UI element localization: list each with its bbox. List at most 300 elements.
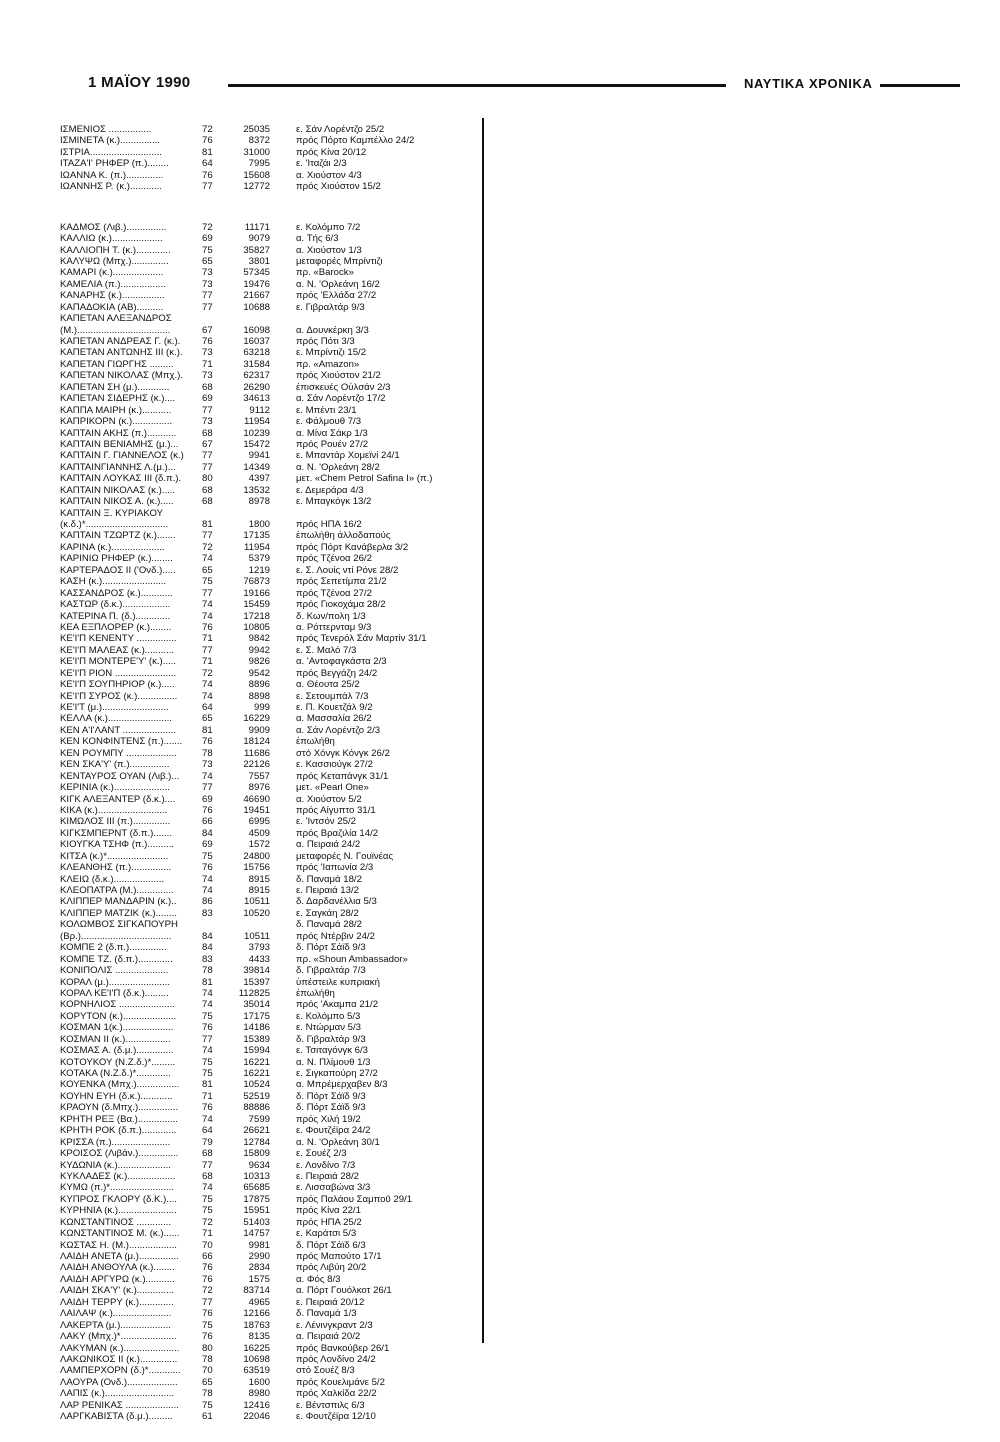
ship-status: πρός ΗΠΑ 25/2 [296, 1216, 362, 1228]
tonnage: 9079 [248, 233, 270, 245]
ship-row [60, 1343, 480, 1354]
ship-status: ε. Μπρίντιζι 15/2 [296, 347, 367, 359]
ship-name: ΚΑΡΤΕΡΑΔΟΣ ΙΙ ('Ονδ.)..... [60, 564, 176, 576]
build-year: 65 [202, 255, 213, 267]
build-year: 69 [202, 233, 213, 245]
tonnage: 4397 [248, 473, 270, 485]
ship-status: α. Θέουτα 25/2 [296, 679, 360, 691]
build-year: 81 [202, 976, 213, 988]
tonnage: 17135 [243, 530, 270, 542]
build-year: 72 [202, 541, 213, 553]
ship-row [60, 124, 480, 135]
ship-name: ΛΑΙΛΑΨ (κ.)...................... [60, 1308, 172, 1320]
build-year: 79 [202, 1136, 213, 1148]
ship-status: δ. Δαρδανέλλια 5/3 [296, 896, 377, 908]
tonnage: 4509 [248, 827, 270, 839]
ship-row [60, 245, 480, 256]
build-year: 71 [202, 1090, 213, 1102]
tonnage: 4433 [248, 953, 270, 965]
tonnage: 9634 [248, 1159, 270, 1171]
tonnage: 4965 [248, 1296, 270, 1308]
build-year: 74 [202, 679, 213, 691]
build-year: 77 [202, 290, 213, 302]
ship-row [60, 256, 480, 267]
ship-row [60, 874, 480, 885]
ship-row [60, 1160, 480, 1171]
ship-status: ε. Κολόμπο 5/3 [296, 1010, 361, 1022]
ship-name: ΚΛΙΠΠΕΡ ΜΑΝΔΑΡΙΝ (κ.).. [60, 896, 177, 908]
tonnage: 14757 [243, 1228, 270, 1240]
ship-name: (κ.δ.)*............................... [60, 519, 169, 530]
ship-row [60, 462, 480, 473]
ship-status: μεταφορές Μπρίντιζι [296, 255, 383, 267]
tonnage: 16229 [243, 713, 270, 725]
ship-row [60, 325, 480, 336]
ship-status: πρός Πότι 3/3 [296, 336, 355, 347]
ship-status: ε. Φουτζέϊρα 24/2 [296, 1125, 371, 1137]
ship-status: πρός Παλάου Σαμποῦ 29/1 [296, 1193, 413, 1205]
ship-name: ΚΙΤΣΑ (κ.)*....................... [60, 850, 169, 862]
ship-row [60, 942, 480, 953]
build-year: 80 [202, 473, 213, 485]
ship-status: ε. Ντώρμαν 5/3 [296, 1022, 362, 1034]
ship-status: ε. Σ. Μαλό 7/3 [296, 644, 357, 656]
tonnage: 11171 [244, 221, 270, 233]
ship-row [60, 931, 480, 942]
ship-row [60, 805, 480, 816]
build-year: 83 [202, 953, 213, 965]
ship-status: ε. Λένινγκραντ 2/3 [296, 1319, 373, 1331]
tonnage: 1600 [248, 1376, 270, 1388]
ship-row [60, 485, 480, 496]
ship-row [60, 473, 480, 484]
ship-row [60, 816, 480, 827]
tonnage: 9941 [248, 450, 270, 462]
ship-status: πρός Βεγγάζη 24/2 [296, 667, 378, 679]
build-year: 64 [202, 158, 213, 170]
tonnage: 18124 [243, 736, 270, 748]
ship-name: ΚΕ'Ι'Π ΡΙΟΝ ....................... [60, 667, 177, 679]
build-year: 81 [202, 146, 213, 158]
tonnage: 5379 [248, 553, 270, 565]
ship-status: δ. Πόρτ Σάϊδ 9/3 [296, 1090, 366, 1102]
ship-row [60, 1068, 480, 1079]
ship-name: ΚΡΑΟΥΝ (δ.Μπχ.)............... [60, 1102, 179, 1114]
ship-row [60, 622, 480, 633]
build-year: 73 [202, 759, 213, 771]
build-year: 68 [202, 1170, 213, 1182]
build-year: 76 [202, 1102, 213, 1114]
ship-name: ΙΣΜΙΝΕΤΑ (κ.)............... [60, 135, 161, 147]
ship-row [60, 896, 480, 907]
tonnage: 35827 [243, 244, 270, 256]
ship-name: ΚΑΠΤΑΙΝ Ξ. ΚΥΡΙΑΚΟΥ [60, 507, 164, 519]
ship-row [60, 519, 480, 530]
build-year: 67 [202, 324, 213, 336]
tonnage: 57345 [243, 267, 270, 279]
ship-status: ε. Δεμεράρα 4/3 [296, 484, 364, 496]
ship-row [60, 302, 480, 313]
ship-status: α. Πειραιά 24/2 [296, 839, 361, 851]
tonnage: 15459 [243, 599, 270, 611]
build-year: 81 [202, 1079, 213, 1091]
tonnage: 10313 [243, 1170, 270, 1182]
ship-status: πρός Πόρτ Κανάβερλα 3/2 [296, 541, 409, 553]
ship-row [60, 645, 480, 656]
ship-status: πρός Κίνα 22/1 [296, 1205, 361, 1217]
ship-row [60, 1114, 480, 1125]
ship-name: ΙΩΑΝΝΗΣ Ρ. (κ.)............ [60, 181, 162, 193]
build-year: 76 [202, 736, 213, 748]
build-year: 81 [202, 519, 213, 530]
ship-name: ΚΡΗΤΗ ΡΕΞ (Βα.)............... [60, 1113, 178, 1125]
ship-row [60, 1228, 480, 1239]
build-year: 68 [202, 484, 213, 496]
ship-row [60, 611, 480, 622]
ship-status: ε. Πειραιά 20/12 [296, 1296, 365, 1308]
ship-row [60, 954, 480, 965]
ship-row [60, 553, 480, 564]
ship-row [60, 576, 480, 587]
ship-name: ΚΩΣΤΑΣ Η. (Μ.).................. [60, 1239, 177, 1251]
ship-row [60, 336, 480, 347]
ship-status: πρός Χιούστον 15/2 [296, 181, 381, 193]
ship-status: α. Μίνα Σάκρ 1/3 [296, 427, 368, 439]
ship-row [60, 1377, 480, 1388]
build-year: 74 [202, 599, 213, 611]
ship-status: πρός Γιοκοχάμα 28/2 [296, 599, 386, 611]
ship-status: α. Ν. 'Ορλεάνη 16/2 [296, 278, 380, 290]
build-year: 65 [202, 564, 213, 576]
build-year: 64 [202, 1125, 213, 1137]
ship-name: ΛΑΚΩΝΙΚΟΣ ΙΙ (κ.).............. [60, 1353, 178, 1365]
ship-status: πρός Σεπετίμπα 21/2 [296, 576, 387, 588]
ship-row [60, 347, 480, 358]
ship-status: πρ. «Shoun Ambassador» [296, 953, 408, 965]
ship-name: ΚΙΜΩΛΟΣ ΙΙΙ (π.).............. [60, 816, 171, 828]
ship-status: πρός Χαλκίδα 22/2 [296, 1388, 377, 1400]
ship-status: δ. Γιβραλτάρ 9/3 [296, 1033, 366, 1045]
tonnage: 1219 [248, 564, 270, 576]
ship-row [60, 782, 480, 793]
ship-name: ΚΛΕΑΝΘΗΣ (π.)............... [60, 862, 172, 874]
ship-status: δ. Πόρτ Σάϊδ 6/3 [296, 1239, 366, 1251]
tonnage: 83714 [243, 1285, 270, 1297]
ship-name: ΚΟΡΑΛ ΚΕ'Ι'Π (δ.κ.)......... [60, 987, 169, 999]
tonnage: 10805 [243, 621, 270, 633]
ship-name: ΚΑΠΕΤΑΝ ΓΙΩΡΓΗΣ ......... [60, 358, 174, 370]
tonnage: 9112 [249, 404, 270, 416]
build-year: 69 [202, 393, 213, 405]
ship-status: δ. Πόρτ Σάϊδ 9/3 [296, 942, 366, 954]
build-year: 81 [202, 724, 213, 736]
ship-status: α. Μασσαλία 26/2 [296, 713, 372, 725]
ship-name: ΚΟΥΕΝΚΑ (Μπχ.)................ [60, 1079, 180, 1091]
tonnage: 2990 [248, 1251, 270, 1262]
ship-name: ΚΑΠΕΤΑΝ ΑΝΔΡΕΑΣ Γ. (κ.). [60, 336, 181, 347]
tonnage: 12416 [243, 1399, 270, 1411]
ship-name: ΚΑΠΤΑΙΝ ΤΖΩΡΤΖ (κ.)....... [60, 530, 176, 542]
ship-name: ΚΑΠΤΑΙΝ ΝΙΚΟΣ Α. (κ.)..... [60, 496, 174, 508]
tonnage: 39814 [243, 965, 270, 977]
ship-status: πρός Τζένοα 26/2 [296, 553, 372, 565]
build-year: 77 [202, 461, 213, 473]
tonnage: 15608 [243, 169, 270, 181]
tonnage: 8976 [248, 782, 270, 794]
ship-name: ΚΕ'Ι'Τ (μ.)......................... [60, 702, 169, 713]
tonnage: 17175 [243, 1010, 270, 1022]
ship-name: ΚΑΣΣΑΝΔΡΟΣ (κ.)............ [60, 587, 173, 599]
ship-row [60, 170, 480, 181]
ship-name: ΚΙΓΚΣΜΠΕΡΝΤ (δ.π.)....... [60, 827, 173, 839]
build-year: 76 [202, 336, 213, 347]
build-year: 68 [202, 381, 213, 393]
build-year: 71 [202, 1228, 213, 1240]
build-year: 65 [202, 713, 213, 725]
ship-status: ἐπωλήθη [296, 736, 335, 748]
build-year: 84 [202, 827, 213, 839]
tonnage: 9842 [248, 633, 270, 645]
tonnage: 15994 [243, 1045, 270, 1057]
build-year: 72 [202, 221, 213, 233]
build-year: 69 [202, 839, 213, 851]
tonnage: 15389 [243, 1033, 270, 1045]
ship-status: πρός Ρουέν 27/2 [296, 438, 369, 450]
ship-status: πρός Βραζιλία 14/2 [296, 827, 379, 839]
ship-name: ΚΛΕΟΠΑΤΡΑ (Μ.).............. [60, 885, 174, 896]
ship-status: ε. Πειραιά 28/2 [296, 1170, 359, 1182]
build-year: 66 [202, 1251, 213, 1262]
ship-name: ΚΕΛΛΑ (κ.)........................ [60, 713, 172, 725]
ship-row [60, 1331, 480, 1342]
build-year: 78 [202, 965, 213, 977]
ship-name: ΚΑΛΥΨΩ (Μπχ.).............. [60, 255, 169, 267]
ship-status: πρός Λονδίνο 24/2 [296, 1353, 376, 1365]
ship-row [60, 1262, 480, 1273]
ship-status: πρός Τενερόλ Σάν Μαρτίν 31/1 [296, 633, 427, 645]
ship-name: ΛΑΡ ΡΕΝΙΚΑΣ .................... [60, 1399, 179, 1411]
ship-row [60, 1125, 480, 1136]
ship-row [60, 1137, 480, 1148]
ship-status: ε. Λονδίνο 7/3 [296, 1159, 356, 1171]
tonnage: 19451 [243, 804, 270, 816]
ship-row [60, 135, 480, 146]
ship-row [60, 988, 480, 999]
tonnage: 52519 [243, 1090, 270, 1102]
build-year: 75 [202, 850, 213, 862]
build-year: 83 [202, 907, 213, 919]
ship-name: ΛΑΙΔΗ ΤΕΡΡΥ (κ.)............. [60, 1296, 174, 1308]
ship-name: ΛΑΜΠΕΡΧΟΡΝ (δ.)*............ [60, 1365, 181, 1377]
ship-name: ΙΤΑΖΑ'Ι' ΡΗΦΕΡ (π.)........ [60, 158, 169, 170]
ship-row [60, 1022, 480, 1033]
tonnage: 3793 [248, 942, 270, 954]
build-year: 73 [202, 370, 213, 382]
tonnage: 51403 [243, 1216, 270, 1228]
ship-name: ΙΣΜΕΝΙΟΣ ................ [60, 124, 152, 135]
tonnage: 9826 [248, 656, 270, 668]
tonnage: 16225 [243, 1342, 270, 1354]
ship-row [60, 1251, 480, 1262]
ship-row [60, 542, 480, 553]
ship-status: ε. Πειραιά 13/2 [296, 885, 359, 896]
ship-row [60, 771, 480, 782]
tonnage: 2834 [248, 1262, 270, 1274]
ship-row [60, 496, 480, 507]
tonnage: 8898 [248, 690, 270, 702]
ship-row [60, 1091, 480, 1102]
ship-name: ΚΕΝ ΡΟΥΜΠΥ ................... [60, 747, 177, 759]
ship-name: ΛΑΙΔΗ ΑΡΓΥΡΩ (κ.)........... [60, 1273, 175, 1285]
publication-title: ΝΑΥΤΙΚΑ ΧΡΟΝΙΚΑ [744, 76, 873, 91]
ship-row [60, 1194, 480, 1205]
tonnage: 9909 [248, 724, 270, 736]
ship-status: πρός Λιβύη 20/2 [296, 1262, 367, 1274]
ship-status: α. Πόρτ Γουόλκοτ 26/1 [296, 1285, 392, 1297]
ship-row [60, 839, 480, 850]
ship-row [60, 1011, 480, 1022]
build-year: 74 [202, 1182, 213, 1194]
tonnage: 76873 [243, 576, 270, 588]
ship-name: ΚΟΡΝΗΛΙΟΣ ..................... [60, 999, 175, 1011]
ship-status: ἐπωλήθη [296, 987, 335, 999]
ship-status: α. Πειραιά 20/2 [296, 1331, 361, 1343]
ship-row [60, 599, 480, 610]
ship-status: ε. Κασσιούγκ 27/2 [296, 759, 373, 771]
ship-name: ΚΑΔΜΟΣ (Λιβ.)............... [60, 221, 167, 233]
tonnage: 62317 [243, 370, 270, 382]
build-year: 84 [202, 930, 213, 942]
ship-row [60, 656, 480, 667]
ship-status: στό Σουέζ 8/3 [296, 1365, 355, 1377]
tonnage: 15951 [243, 1205, 270, 1217]
ship-row [60, 919, 480, 930]
build-year: 74 [202, 610, 213, 622]
ship-status: α. Φός 8/3 [296, 1273, 341, 1285]
ship-row [60, 1034, 480, 1045]
ship-status: πρός Μαπούτο 17/1 [296, 1251, 382, 1262]
tonnage: 1572 [248, 839, 270, 851]
ship-list-left-column [60, 124, 480, 1423]
ship-status: δ. Γιβραλτάρ 7/3 [296, 965, 366, 977]
ship-status: α. Σάν Λορέντζο 17/2 [296, 393, 386, 405]
ship-name: ΚΑΛΛΙΩ (κ.)................... [60, 233, 163, 245]
ship-row [60, 530, 480, 541]
ship-name: ΚΑΠΡΙΚΟΡΝ (κ.)............... [60, 416, 173, 428]
ship-name: ΚΑΠΕΤΑΝ ΑΝΤΩΝΗΣ ΙΙΙ (κ.). [60, 347, 183, 359]
tonnage: 26621 [243, 1125, 270, 1137]
ship-row [60, 405, 480, 416]
ship-status: πρός Βανκούβερ 26/1 [296, 1342, 390, 1354]
build-year: 76 [202, 1273, 213, 1285]
tonnage: 22126 [243, 759, 270, 771]
build-year: 70 [202, 1365, 213, 1377]
build-year: 69 [202, 793, 213, 805]
ship-name: ΚΛΙΠΠΕΡ ΜΑΤΖΙΚ (κ.)........ [60, 907, 177, 919]
ship-row [60, 1171, 480, 1182]
ship-name: ΚΕΡΙΝΙΑ (κ.)..................... [60, 782, 170, 794]
build-year: 74 [202, 690, 213, 702]
build-year: 74 [202, 999, 213, 1011]
ship-status: μεταφορές Ν. Γουϊνέας [296, 850, 394, 862]
tonnage: 21667 [243, 290, 270, 302]
tonnage: 999 [253, 702, 270, 713]
ship-name: ΚΛΕΙΩ (δ.κ.)................... [60, 873, 165, 885]
ship-name: ΚΑΝΑΡΗΣ (κ.)................ [60, 290, 165, 302]
ship-name: ΚΑΛΛΙΟΠΗ Τ. (κ.)............. [60, 244, 171, 256]
tonnage: 22046 [243, 1411, 270, 1423]
ship-row [60, 158, 480, 169]
tonnage: 17875 [243, 1193, 270, 1205]
tonnage: 8372 [248, 135, 270, 147]
tonnage: 19476 [243, 278, 270, 290]
ship-name: ΚΡΙΣΣΑ (π.)...................... [60, 1136, 171, 1148]
ship-name: ΚΟΤΟΥΚΟΥ (Ν.Ζ.δ.)*......... [60, 1056, 176, 1068]
ship-status: πρ. «Amazon» [296, 358, 360, 370]
ship-status: α. Ρόττερνταμ 9/3 [296, 621, 372, 633]
tonnage: 10524 [243, 1079, 270, 1091]
ship-row [60, 588, 480, 599]
ship-status: πρός Κεταπάνγκ 31/1 [296, 770, 389, 782]
build-year: 71 [202, 633, 213, 645]
build-year: 78 [202, 1388, 213, 1400]
ship-row [60, 1217, 480, 1228]
ship-status: πρός Ντέρβιν 24/2 [296, 930, 375, 942]
ship-status: ε. 'Ιντσόν 25/2 [296, 816, 356, 828]
ship-status: πρός Πόρτο Καμπέλλο 24/2 [296, 135, 415, 147]
ship-status: ε. 'Ιταζάι 2/3 [296, 158, 347, 170]
build-year: 77 [202, 1159, 213, 1171]
ship-row [60, 181, 480, 192]
build-year: 74 [202, 1113, 213, 1125]
ship-name: ΚΟΡΑΛ (μ.)....................... [60, 976, 171, 988]
ship-name: ΚΑΠΤΑΙΝ ΑΚΗΣ (π.)........... [60, 427, 177, 439]
ship-name: ΚΑΣΤΩΡ (δ.κ.).................. [60, 599, 171, 611]
tonnage: 11686 [244, 747, 270, 759]
ship-row [60, 794, 480, 805]
tonnage: 10688 [243, 301, 270, 313]
ship-name: ΚΡΗΤΗ ΡΟΚ (δ.π.)............. [60, 1125, 177, 1137]
ship-name: ΚΕΑ ΕΞΠΛΟΡΕΡ (κ.)........ [60, 621, 172, 633]
tonnage: 112825 [238, 987, 270, 999]
ship-status: πρός Κίνα 20/12 [296, 146, 367, 158]
ship-row [60, 1411, 480, 1422]
ship-name: ΚΟΜΠΕ ΤΖ. (δ.π.)............. [60, 953, 173, 965]
build-year: 76 [202, 1308, 213, 1320]
ship-status: ε. Τσιταγόνγκ 6/3 [296, 1045, 369, 1057]
ship-name: ΚΕ'Ι'Π ΚΕΝΕΝΤΥ ............... [60, 633, 177, 645]
ship-status: δ. Παναμά 28/2 [296, 919, 362, 931]
ship-name: ΚΟΝΙΠΟΛΙΣ .................... [60, 965, 169, 977]
ship-row [60, 668, 480, 679]
ship-status: α. Χιούστον 1/3 [296, 244, 362, 256]
ship-status: ε. Φάλμουθ 7/3 [296, 416, 362, 428]
tonnage: 88886 [243, 1102, 270, 1114]
ship-name: ΛΑΙΔΗ ΣΚΑ'Υ' (κ.).............. [60, 1285, 175, 1297]
build-year: 64 [202, 702, 213, 713]
ship-name: ΚΑΜΕΛΙΑ (π.)................. [60, 278, 166, 290]
build-year: 75 [202, 1010, 213, 1022]
ship-status: ε. Σιγκαπούρη 27/2 [296, 1068, 378, 1079]
ship-status: α. Μπρέμερχαβεν 8/3 [296, 1079, 388, 1091]
tonnage: 7599 [248, 1113, 270, 1125]
ship-row [60, 1182, 480, 1193]
ship-name: ΚΑΡΙΝΙΩ ΡΗΦΕΡ (κ.)........ [60, 553, 173, 565]
ship-name: ΚΕΝ Α'Ι'ΛΑΝΤ .................... [60, 724, 176, 736]
ship-name: ΚΥΔΩΝΙΑ (κ.).................... [60, 1159, 171, 1171]
build-year: 77 [202, 404, 213, 416]
build-year: 77 [202, 587, 213, 599]
